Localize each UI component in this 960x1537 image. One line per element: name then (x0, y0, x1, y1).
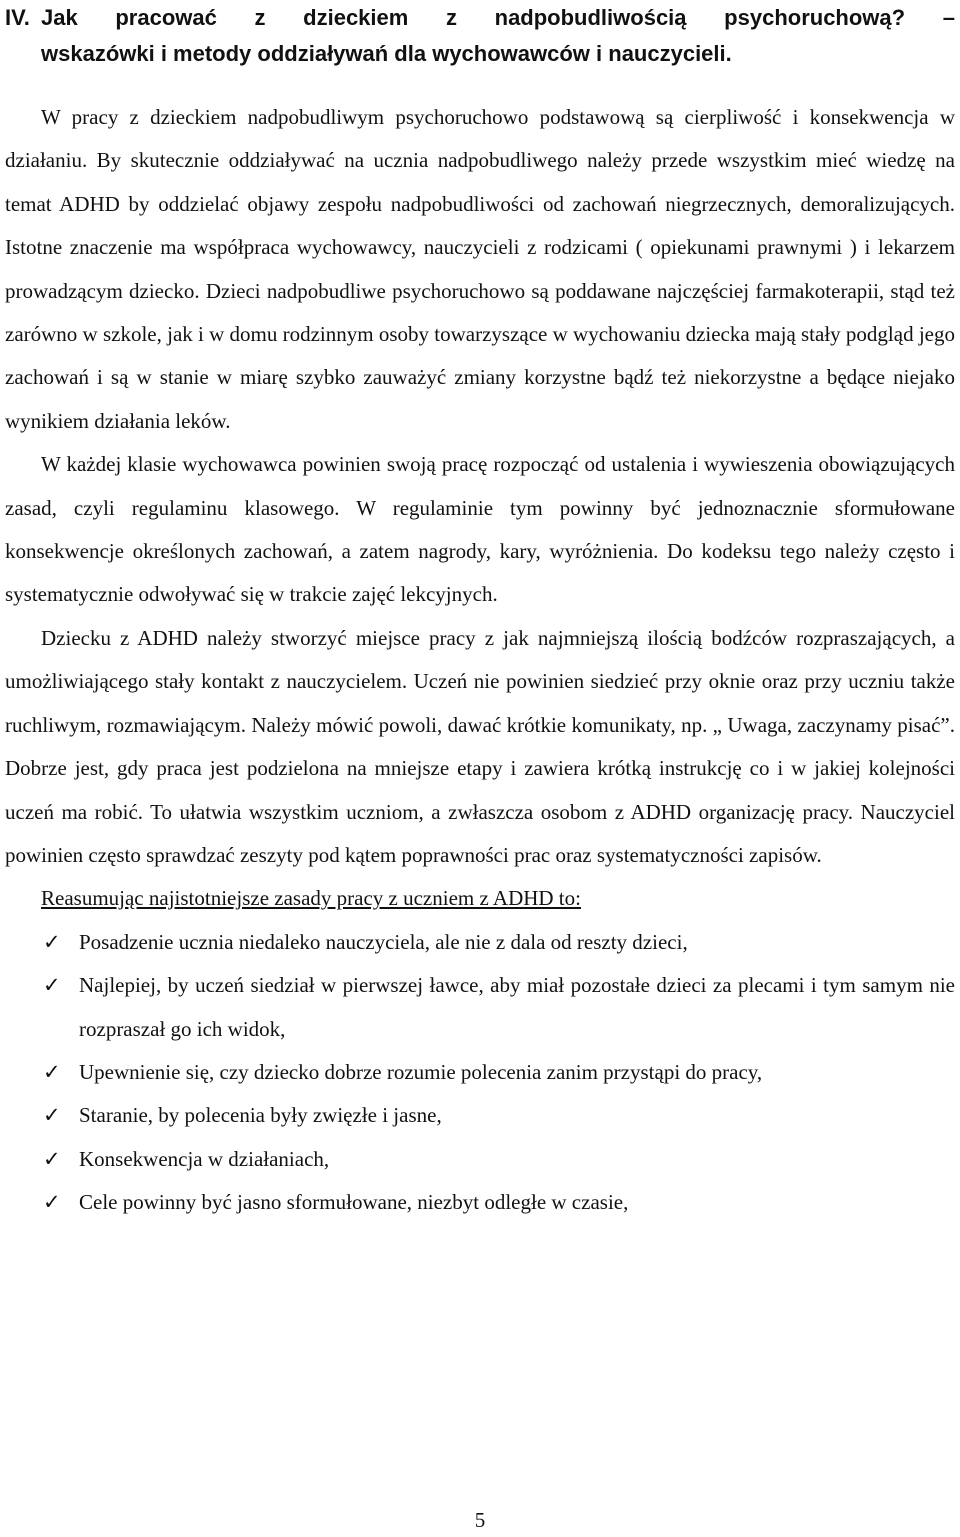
checklist-item-text: Konsekwencja w działaniach, (79, 1146, 330, 1171)
checklist-item (5, 964, 955, 1051)
paragraph-1: W pracy z dzieckiem nadpobudliwym psychoruchowo podstawową są cierpliwość i konsekwencja w działaniu. By skutecznie oddziaływać na ucznia nadpobudliwego należy przede wszystkim mieć wiedzę na temat ADHD by oddzielać objawy zespołu nadpobudliwości od zachowań niegrzecznych, demoralizujących. Istotne znaczenie ma współpraca wychowawcy, nauczycieli z rodzicami ( opiekunami prawnymi ) i lekarzem prowadzącym dziecko. Dzieci nadpobudliwe psychoruchowo są poddawane najczęściej farmakoterapii, stąd też zarówno w szkole, jak i w domu rodzinnym osoby towarzyszące w wychowaniu dziecka mają stały podgląd jego zachowań i są w stanie w miarę szybko zauważyć zmiany korzystne bądź też niekorzystne a będące niejako wynikiem działania leków. (5, 105, 955, 433)
heading-line-1 (5, 0, 955, 36)
summary-heading-text: Reasumując najistotniejsze zasady pracy z uczniem z ADHD to: (41, 886, 581, 911)
paragraph-2: W każdej klasie wychowawca powinien swoją pracę rozpocząć od ustalenia i wywieszenia obowiązujących zasad, czyli regulaminu klasowego. W regulaminie tym powinny być jednoznacznie sformułowane konsekwencje określonych zachowań, a zatem nagrody, kary, wyróżnienia. Do kodeksu tego należy często i systematycznie odwoływać się w trakcie zajęć lekcyjnych. (5, 452, 955, 607)
checklist-item (5, 1094, 955, 1137)
check-icon: ✓ (43, 1146, 61, 1171)
section-heading (5, 0, 955, 72)
check-icon: ✓ (43, 1190, 61, 1215)
check-icon: ✓ (43, 973, 61, 998)
heading-text-1: Jak pracować z dzieckiem z nadpobudliwością psychoruchową? – (41, 5, 955, 30)
page-number: 5 (474, 1508, 486, 1532)
check-icon: ✓ (43, 929, 61, 954)
check-icon: ✓ (43, 1059, 61, 1084)
checklist-item (5, 1181, 955, 1224)
checklist-item-text: Najlepiej, by uczeń siedział w pierwszej ławce, aby miał pozostałe dzieci za plecami i tym samym nie rozpraszał go ich widok, (79, 973, 955, 1041)
summary-checklist (5, 921, 955, 1225)
checklist-item-text: Posadzenie ucznia niedaleko nauczyciela, ale nie z dala od reszty dzieci, (79, 929, 688, 954)
heading-line-2: wskazówki i metody oddziaływań dla wychowawców i nauczycieli. (41, 41, 732, 66)
heading-number: IV. (5, 5, 30, 30)
checklist-item (5, 1138, 955, 1181)
checklist-item-text: Upewnienie się, czy dziecko dobrze rozumie polecenia zanim przystąpi do pracy, (79, 1059, 763, 1084)
checklist-item (5, 921, 955, 964)
checklist-item-text: Cele powinny być jasno sformułowane, niezbyt odległe w czasie, (79, 1190, 629, 1215)
checklist-item (5, 1051, 955, 1094)
document-page (5, 0, 955, 1225)
paragraph-3: Dziecku z ADHD należy stworzyć miejsce pracy z jak najmniejszą ilością bodźców rozpraszających, a umożliwiającego stały kontakt z nauczycielem. Uczeń nie powinien siedzieć przy oknie oraz przy uczniu także ruchliwym, rozmawiającym. Należy mówić powoli, dawać krótkie komunikaty, np. „ Uwaga, zaczynamy pisać”. Dobrze jest, gdy praca jest podzielona na mniejsze etapy i zawiera krótką instrukcję co i w jakiej kolejności uczeń ma robić. To ułatwia wszystkim uczniom, a zwłaszcza osobom z ADHD organizację pracy. Nauczyciel powinien często sprawdzać zeszyty pod kątem poprawności prac oraz systematyczności zapisów. (5, 625, 955, 867)
checklist-item-text: Staranie, by polecenia były zwięzłe i jasne, (79, 1103, 442, 1128)
summary-heading (5, 877, 955, 920)
check-icon: ✓ (43, 1103, 61, 1128)
